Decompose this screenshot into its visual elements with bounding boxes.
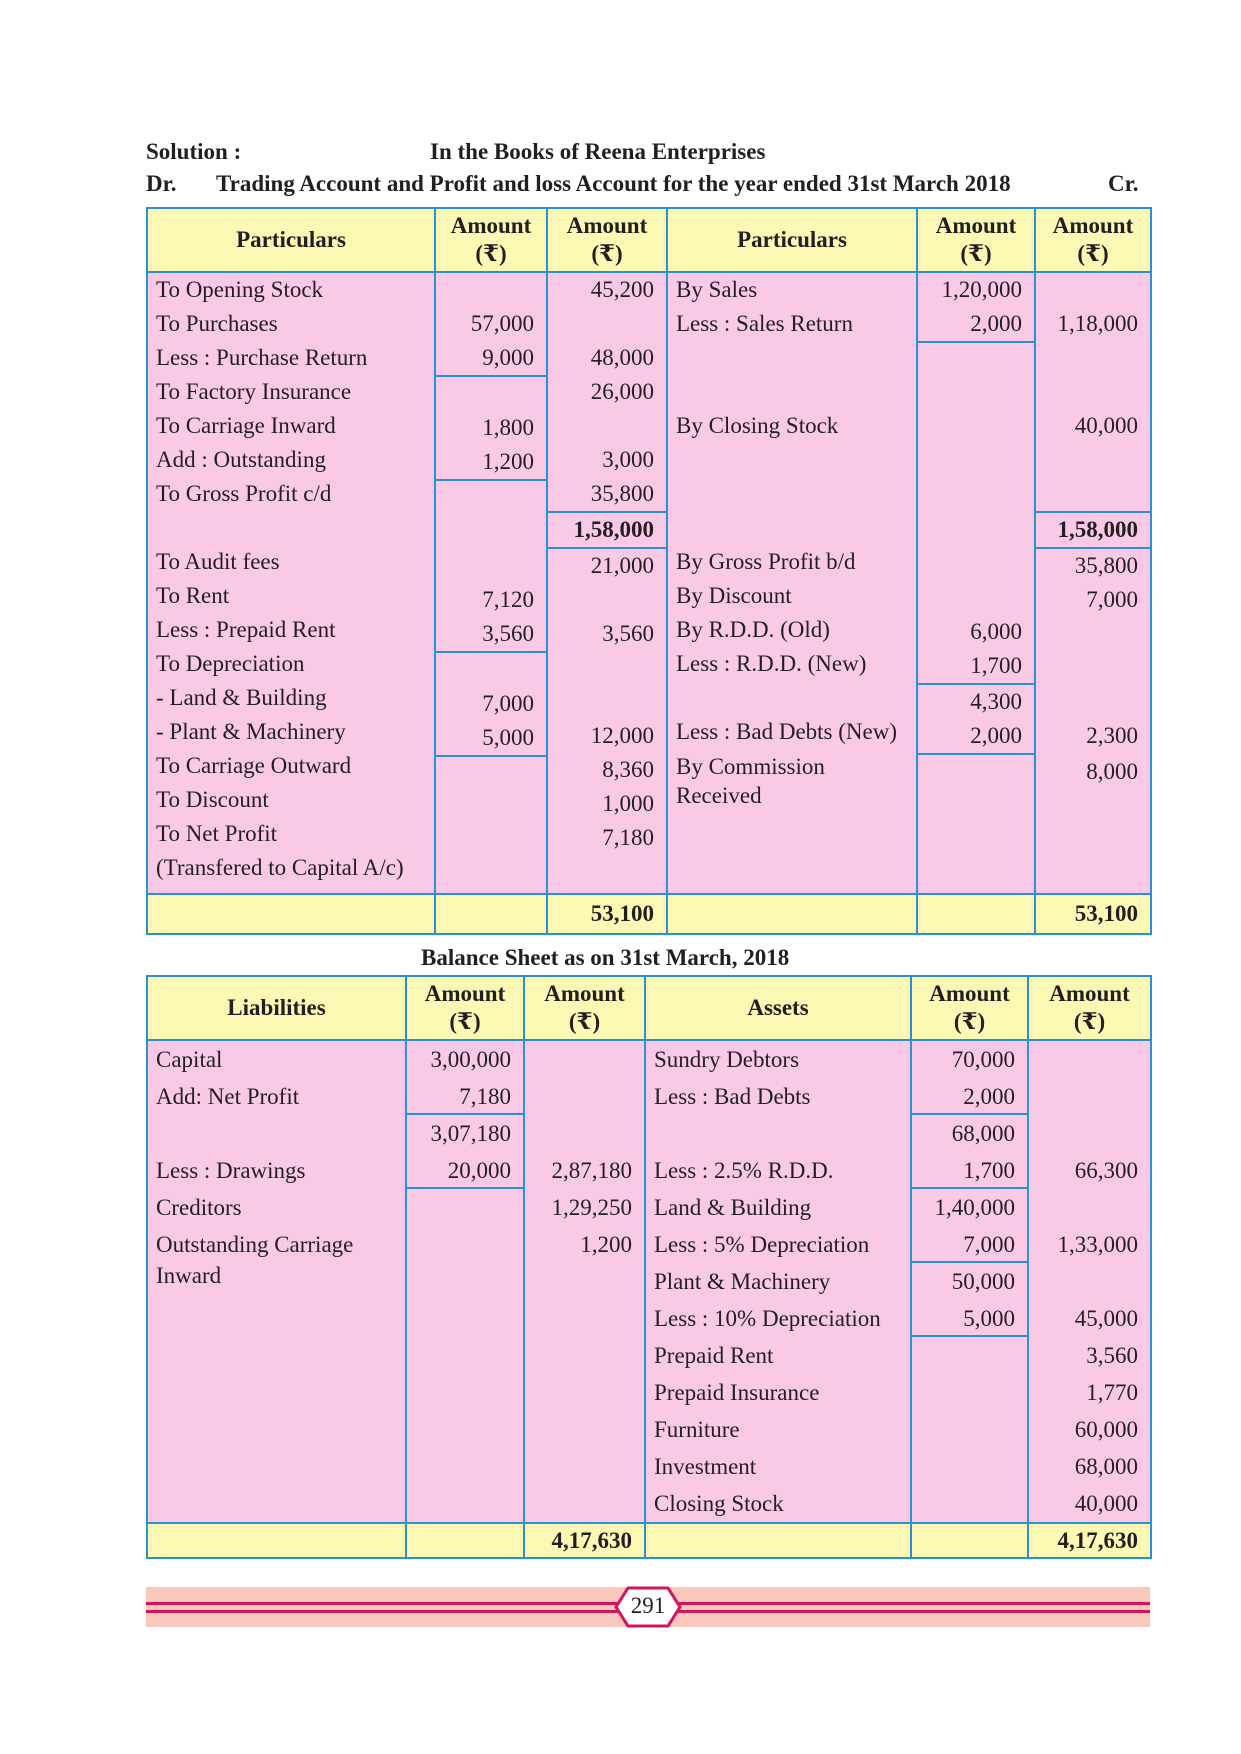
bs-body-row <box>147 1040 1151 1523</box>
asset-amt2-land-net: 1,33,000 <box>1057 1232 1138 1257</box>
dr-purchase-return: Less : Purchase Return <box>156 345 368 370</box>
asset-amount1-column <box>911 1040 1028 1523</box>
trading-pl-account <box>146 207 1152 935</box>
trading-total-row <box>147 894 1151 934</box>
dr-amt2-depreciation: 12,000 <box>590 723 654 748</box>
dr-amount1-column <box>435 272 547 894</box>
dr-amt2-factory-insurance: 26,000 <box>590 379 654 404</box>
asset-amt2-closing-stock: 40,000 <box>1074 1491 1138 1516</box>
asset-land-dep: Less : 5% Depreciation <box>654 1232 870 1257</box>
solution-label: Solution : <box>146 139 242 164</box>
liabilities-grand-total: 4,17,630 <box>524 1523 645 1558</box>
asset-debtors: Sundry Debtors <box>654 1047 800 1072</box>
dr-prepaid-rent: Less : Prepaid Rent <box>156 617 336 642</box>
liab-net-profit: Add: Net Profit <box>156 1084 300 1109</box>
dr-amt2-discount: 1,000 <box>602 791 654 816</box>
dr-depreciation: To Depreciation <box>156 651 305 676</box>
dr-opening-stock: To Opening Stock <box>156 277 324 302</box>
page-footer <box>146 1587 1150 1627</box>
dr-factory-insurance: To Factory Insurance <box>156 379 352 404</box>
dr-amount2-column <box>547 272 667 894</box>
cr-received: Received <box>676 783 762 808</box>
liab-amount2-column <box>524 1040 645 1523</box>
liab-outstanding-2: Inward <box>156 1263 222 1288</box>
cr-amt2-discount: 7,000 <box>1086 587 1138 612</box>
cr-label: Cr. <box>1108 171 1139 196</box>
cr-particulars-header: Particulars <box>667 208 917 272</box>
assets-grand-total: 4,17,630 <box>1028 1523 1151 1558</box>
liab-amount1-column <box>406 1040 524 1523</box>
liab-drawings: Less : Drawings <box>156 1158 306 1183</box>
assets-header: Assets <box>645 976 911 1040</box>
dr-audit-fees: To Audit fees <box>156 549 280 574</box>
dr-amt1-prepaid-rent: 3,560 <box>436 617 546 653</box>
asset-furniture: Furniture <box>654 1417 740 1442</box>
dr-amt1-carriage-inward: 1,800 <box>482 415 534 440</box>
dr-amt1-rent: 7,120 <box>482 587 534 612</box>
asset-amt2-investment: 68,000 <box>1074 1454 1138 1479</box>
dr-label: Dr. <box>146 171 177 196</box>
dr-grand-total: 53,100 <box>547 894 667 934</box>
dr-amt2-net-profit: 7,180 <box>602 825 654 850</box>
cr-amt1-sales-return: 2,000 <box>918 307 1034 343</box>
liab-capital: Capital <box>156 1047 223 1072</box>
cr-grand-total: 53,100 <box>1035 894 1151 934</box>
cr-sales-return: Less : Sales Return <box>676 311 853 336</box>
dr-amt1-land-building: 7,000 <box>482 691 534 716</box>
asset-amt1-plant: 50,000 <box>951 1269 1015 1294</box>
liab-amt1-capital: 3,00,000 <box>430 1047 511 1072</box>
trading-header-row <box>147 208 1151 272</box>
asset-amt2-prepaid-insurance: 1,770 <box>1086 1380 1138 1405</box>
balance-sheet <box>146 975 1152 1559</box>
cr-amt1-rdd-old: 6,000 <box>970 619 1022 644</box>
cr-closing-stock: By Closing Stock <box>676 413 839 438</box>
liab-amount2-header: Amount (₹) <box>524 976 645 1040</box>
book-title: In the Books of Reena Enterprises <box>430 139 766 164</box>
dr-amt1-purchase-return: 9,000 <box>436 341 546 377</box>
dr-carriage-outward: To Carriage Outward <box>156 753 352 778</box>
asset-prepaid-insurance: Prepaid Insurance <box>654 1380 820 1405</box>
dr-net-profit: To Net Profit <box>156 821 278 846</box>
dr-amt2-carriage-outward: 8,360 <box>602 757 654 782</box>
asset-amt2-debtors-net: 66,300 <box>1074 1158 1138 1183</box>
trading-body-row <box>147 272 1151 894</box>
cr-rdd-old: By R.D.D. (Old) <box>676 617 830 642</box>
liab-creditors: Creditors <box>156 1195 242 1220</box>
liab-amt2-outstanding: 1,200 <box>580 1232 632 1257</box>
asset-amt1-land: 1,40,000 <box>934 1195 1015 1220</box>
dr-amount1-header: Amount (₹) <box>435 208 547 272</box>
liab-amt1-subtotal: 3,07,180 <box>430 1121 511 1146</box>
asset-amt1-plant-dep: 5,000 <box>912 1300 1027 1337</box>
asset-amount1-header: Amount (₹) <box>911 976 1028 1040</box>
dr-particulars-column <box>147 272 435 894</box>
cr-amt1-rdd-diff: 4,300 <box>970 689 1022 714</box>
cr-amt1-bad-debts: 2,000 <box>918 719 1034 755</box>
dr-land-building: - Land & Building <box>156 685 327 710</box>
asset-amt2-prepaid-rent: 3,560 <box>1086 1343 1138 1368</box>
asset-amt2-furniture: 60,000 <box>1074 1417 1138 1442</box>
asset-amt1-bad-debts: 2,000 <box>912 1078 1027 1115</box>
asset-prepaid-rent: Prepaid Rent <box>654 1343 774 1368</box>
bs-total-row <box>147 1523 1151 1558</box>
account-title: Trading Account and Profit and loss Account for the year ended 31st March 2018 <box>216 171 1011 196</box>
cr-amt2-commission: 8,000 <box>1086 759 1138 784</box>
bs-header-row <box>147 976 1151 1040</box>
cr-amount2-header: Amount (₹) <box>1035 208 1151 272</box>
dr-purchases: To Purchases <box>156 311 278 336</box>
liab-particulars-column <box>147 1040 406 1523</box>
cr-amount1-column <box>917 272 1035 894</box>
dr-amt2-gross-profit-cd: 35,800 <box>590 481 654 506</box>
dr-amt2-carriage-inward: 3,000 <box>602 447 654 472</box>
dr-amount2-header: Amount (₹) <box>547 208 667 272</box>
cr-amt2-closing-stock: 40,000 <box>1074 413 1138 438</box>
page-number: 291 <box>630 1593 666 1618</box>
liab-amt1-drawings: 20,000 <box>407 1152 523 1189</box>
asset-amt2-plant-net: 45,000 <box>1074 1306 1138 1331</box>
dr-gross-profit-cd: To Gross Profit c/d <box>156 481 332 506</box>
cr-commission: By Commission <box>676 754 825 779</box>
cr-amt1-sales: 1,20,000 <box>941 277 1022 302</box>
dr-trading-total: 1,58,000 <box>548 511 666 549</box>
asset-amount2-column <box>1028 1040 1151 1523</box>
dr-rent: To Rent <box>156 583 230 608</box>
asset-amount2-header: Amount (₹) <box>1028 976 1151 1040</box>
liabilities-header: Liabilities <box>147 976 406 1040</box>
dr-add-outstanding: Add : Outstanding <box>156 447 326 472</box>
cr-discount: By Discount <box>676 583 792 608</box>
balance-sheet-title: Balance Sheet as on 31st March, 2018 <box>421 945 790 970</box>
cr-trading-total: 1,58,000 <box>1036 511 1150 549</box>
dr-amt2-net-purchases: 48,000 <box>590 345 654 370</box>
dr-discount: To Discount <box>156 787 269 812</box>
cr-amount2-column <box>1035 272 1151 894</box>
dr-transfer-note: (Transfered to Capital A/c) <box>156 855 404 880</box>
asset-amt1-rdd: 1,700 <box>912 1152 1027 1189</box>
dr-particulars-header: Particulars <box>147 208 435 272</box>
liab-amount1-header: Amount (₹) <box>406 976 524 1040</box>
asset-plant-dep: Less : 10% Depreciation <box>654 1306 881 1331</box>
liab-amt2-creditors: 1,29,250 <box>551 1195 632 1220</box>
cr-bad-debts-new: Less : Bad Debts (New) <box>676 719 898 744</box>
liab-amt2-capital-net: 2,87,180 <box>551 1158 632 1183</box>
asset-bad-debts: Less : Bad Debts <box>654 1084 811 1109</box>
cr-gross-profit-bd: By Gross Profit b/d <box>676 549 856 574</box>
liab-outstanding-1: Outstanding Carriage <box>156 1232 354 1257</box>
dr-amt1-purchases: 57,000 <box>470 311 534 336</box>
liab-amt1-net-profit: 7,180 <box>407 1078 523 1115</box>
asset-rdd: Less : 2.5% R.D.D. <box>654 1158 834 1183</box>
cr-particulars-column <box>667 272 917 894</box>
asset-land: Land & Building <box>654 1195 812 1220</box>
cr-amt2-rdd-net: 2,300 <box>1086 723 1138 748</box>
dr-plant-machinery: - Plant & Machinery <box>156 719 346 744</box>
asset-amt1-debtors-sub: 68,000 <box>951 1121 1015 1146</box>
cr-amt2-net-sales: 1,18,000 <box>1057 311 1138 336</box>
cr-rdd-new: Less : R.D.D. (New) <box>676 651 867 676</box>
dr-amt2-rent: 3,560 <box>602 621 654 646</box>
cr-amt1-rdd-new: 1,700 <box>918 649 1034 685</box>
asset-closing-stock: Closing Stock <box>654 1491 784 1516</box>
dr-amt2-opening-stock: 45,200 <box>590 277 654 302</box>
dr-carriage-inward: To Carriage Inward <box>156 413 336 438</box>
dr-amt2-audit-fees: 21,000 <box>590 553 654 578</box>
cr-amt2-gross-profit-bd: 35,800 <box>1074 553 1138 578</box>
cr-sales: By Sales <box>676 277 758 302</box>
asset-amt1-debtors: 70,000 <box>951 1047 1015 1072</box>
dr-amt1-outstanding: 1,200 <box>436 445 546 481</box>
dr-amt1-plant-machinery: 5,000 <box>436 721 546 757</box>
asset-plant: Plant & Machinery <box>654 1269 831 1294</box>
asset-amt1-land-dep: 7,000 <box>912 1226 1027 1263</box>
asset-investment: Investment <box>654 1454 757 1479</box>
cr-amount1-header: Amount (₹) <box>917 208 1035 272</box>
asset-particulars-column <box>645 1040 911 1523</box>
